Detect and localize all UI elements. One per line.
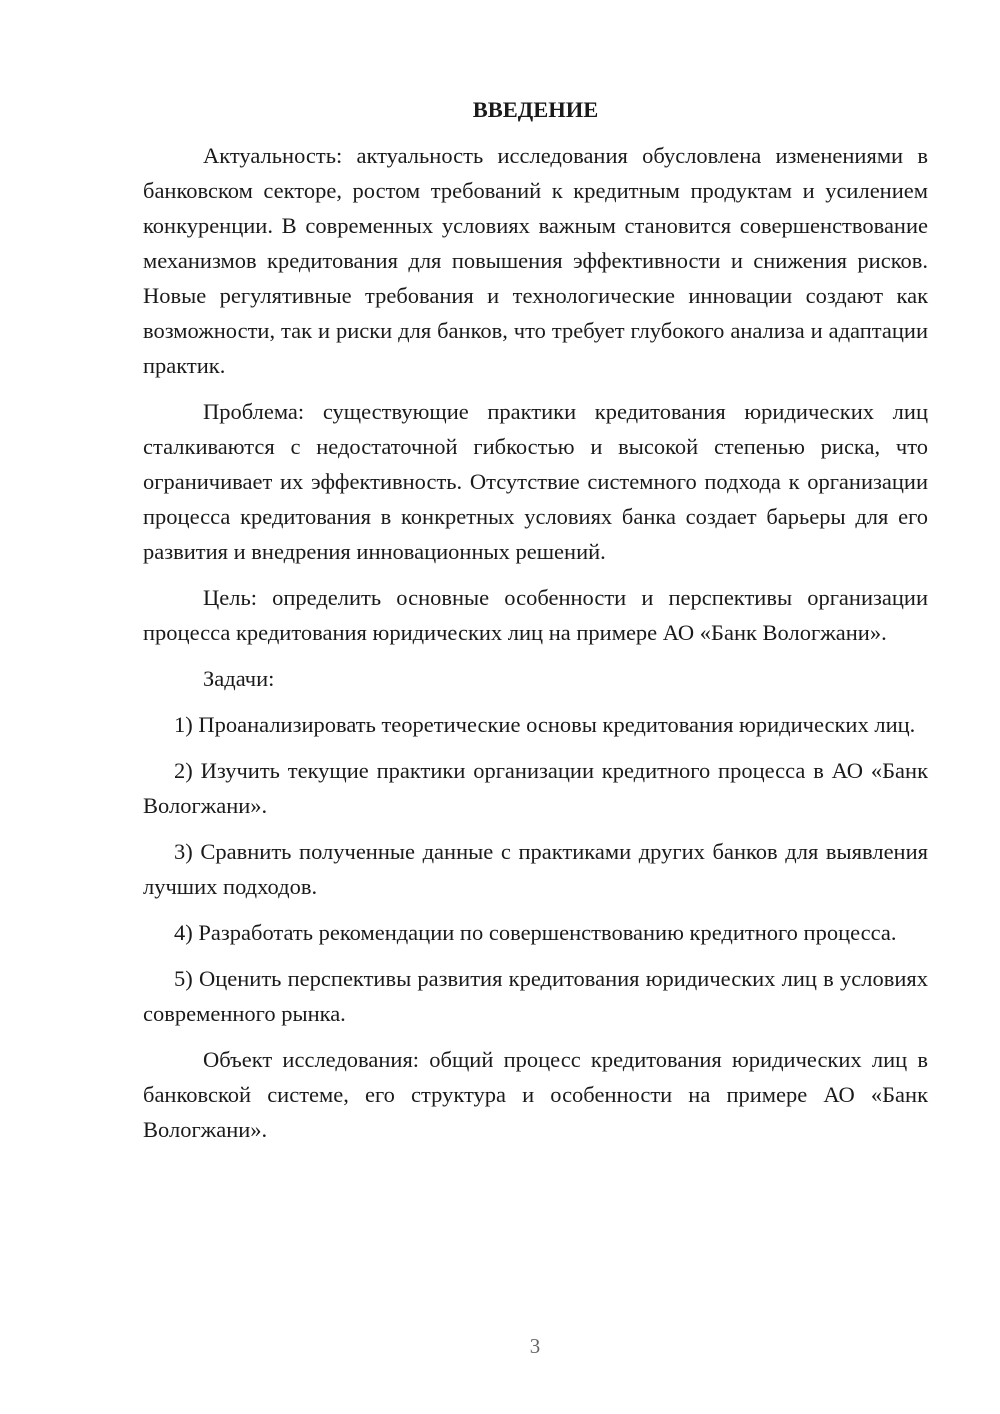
task-item: 2) Изучить текущие практики организации кредитного процесса в АО «Банк Вологжани».: [143, 758, 928, 818]
task-item: 1) Проанализировать теоретические основы кредитования юридических лиц.: [174, 712, 916, 737]
relevance-paragraph: Актуальность: актуальность исследования обусловлена изменениями в банковском секторе, ростом требований к кредитным продуктам и усилением конкуренции. В современных условиях важным становится совершенствование механизмов кредитования для повышения эффективности и снижения рисков. Новые регулятивные требования и технологические инновации создают как возможности, так и риски для банков, что требует глубокого анализа и адаптации практик.: [143, 143, 928, 378]
page-number: 3: [529, 1334, 541, 1358]
section-heading: ВВЕДЕНИЕ: [472, 97, 599, 122]
task-item: 4) Разработать рекомендации по совершенствованию кредитного процесса.: [174, 920, 897, 945]
document-page: [143, 92, 928, 1158]
goal-paragraph: Цель: определить основные особенности и перспективы организации процесса кредитования юридических лиц на примере АО «Банк Вологжани».: [143, 585, 928, 645]
tasks-list: [143, 707, 928, 1031]
task-item: 3) Сравнить полученные данные с практиками других банков для выявления лучших подходов.: [143, 839, 928, 899]
object-paragraph: Объект исследования: общий процесс кредитования юридических лиц в банковской системе, его структура и особенности на примере АО «Банк Вологжани».: [143, 1047, 928, 1142]
problem-paragraph: Проблема: существующие практики кредитования юридических лиц сталкиваются с недостаточной гибкостью и высокой степенью риска, что ограничивает их эффективность. Отсутствие системного подхода к организации процесса кредитования в конкретных условиях банка создает барьеры для его развития и внедрения инновационных решений.: [143, 399, 928, 564]
task-item: 5) Оценить перспективы развития кредитования юридических лиц в условиях современного рынка.: [143, 966, 928, 1026]
tasks-label: Задачи:: [203, 666, 275, 691]
